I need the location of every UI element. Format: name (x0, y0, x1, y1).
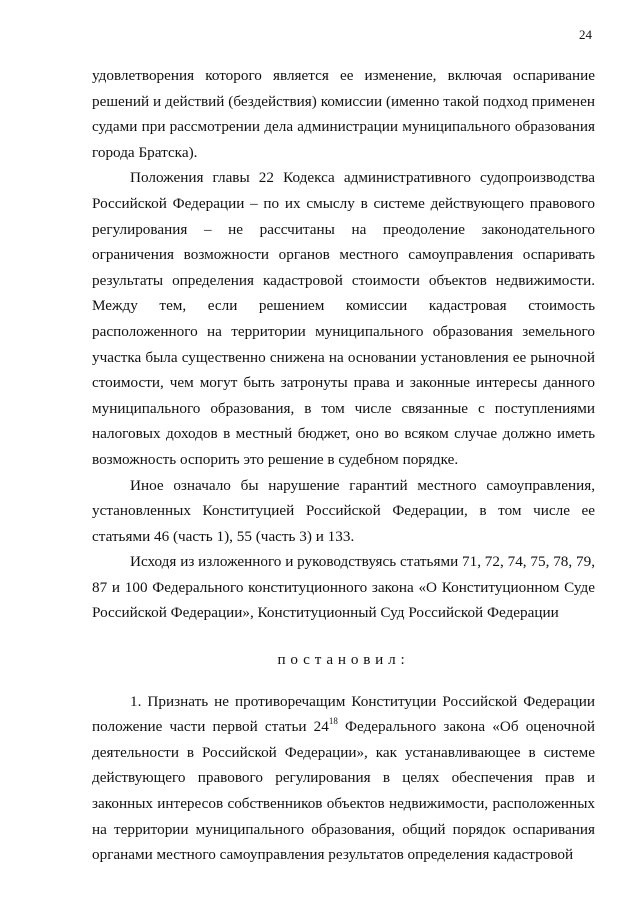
ruling-text-end: Федерального закона «Об оценочной деятельности в Российской Федерации», как устанавливающее в системе действующего правового регулирования в целях обеспечения прав и законных интересов собственников объектов недвижимости, расположенных на территории муниципального образования, общий порядок оспаривания органами местного самоуправления результатов определения кадастровой (92, 718, 595, 864)
page-number: 24 (579, 27, 592, 42)
article-superscript: 18 (328, 716, 338, 727)
paragraph-guarantees: Иное означало бы нарушение гарантий местного самоуправления, установленных Конституцией Российской Федерации, в том числе ее статьями 46 (часть 1), 55 (часть 3) и 133. (92, 476, 595, 545)
paragraph-grounds: Исходя из изложенного и руководствуясь статьями 71, 72, 74, 75, 78, 79, 87 и 100 Федерального конституционного закона «О Конституционном Суде Российской Федерации», Конституционный Суд Российской Федерации (92, 553, 595, 622)
document-body (92, 63, 595, 868)
decree-heading: постановил: (277, 651, 410, 669)
ruling-text-start: 1. Признать не противоречащим Конституции Российской Федерации положение части первой статьи 24 (92, 692, 595, 736)
paragraph-ruling-1 (92, 689, 595, 868)
paragraph-chapter-22: Положения главы 22 Кодекса административного судопроизводства Российской Федерации – по их смыслу в системе действующего правового регулирования – не рассчитаны на преодоление законодательного ограничения возможности органов местного самоуправления оспаривать результаты определения кадастровой стоимости объектов недвижимости. Между тем, если решением комиссии кадастровая стоимость расположенного на территории муниципального образования земельного участка была существенно снижена на основании установления ее рыночной стоимости, чем могут быть затронуты права и законные интересы данного муниципального образования, в том числе связанные с поступлениями налоговых доходов в местный бюджет, оно во всяком случае должно иметь возможность оспорить это решение в судебном порядке. (92, 169, 595, 468)
paragraph-continuation: удовлетворения которого является ее изменение, включая оспаривание решений и действий (бездействия) комиссии (именно такой подход применен судами при рассмотрении дела администрации муниципального образования города Братска). (92, 67, 595, 161)
